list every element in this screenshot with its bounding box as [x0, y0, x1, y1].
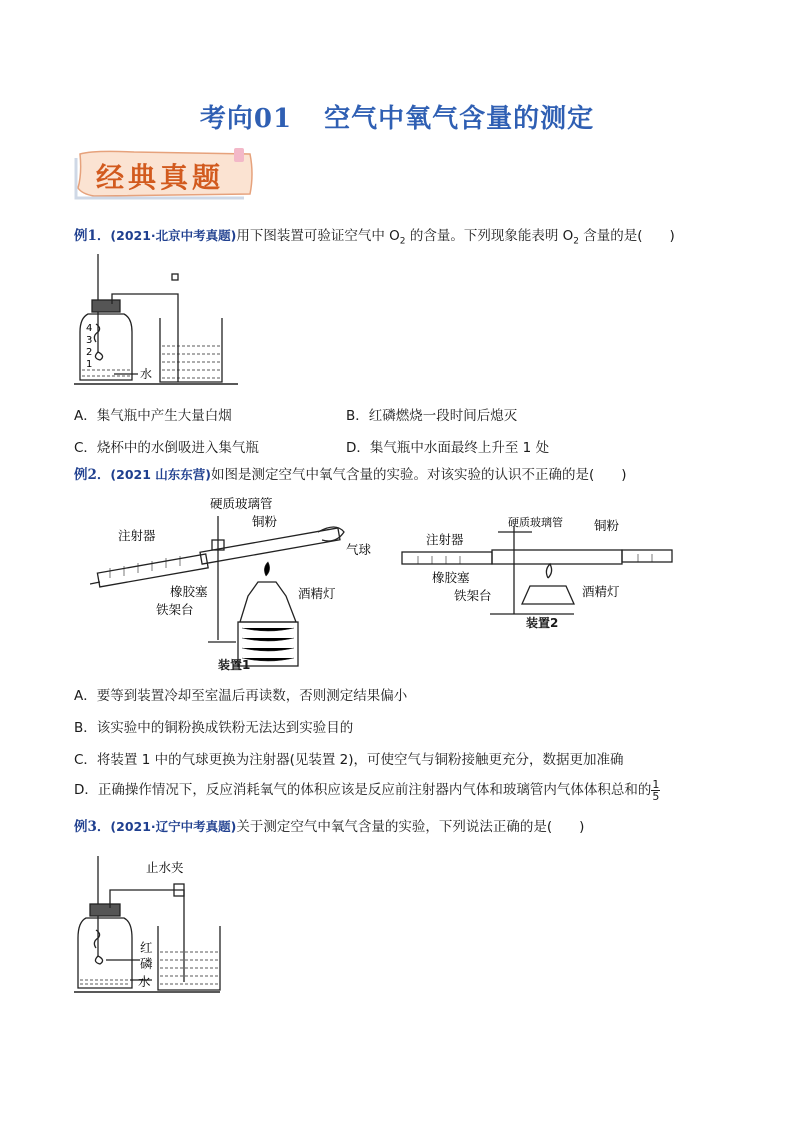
label-stand: 铁架台 — [156, 602, 194, 617]
label-copper-2: 铜粉 — [594, 518, 620, 533]
label-phosphorus: 磷 — [140, 956, 153, 971]
label-red: 红 — [140, 940, 153, 955]
question-number: 例2． — [74, 467, 111, 483]
label-clamp: 止水夹 — [146, 860, 184, 875]
label-lamp-2: 酒精灯 — [582, 584, 620, 599]
label-syringe: 注射器 — [118, 528, 156, 543]
subscript: 2 — [399, 236, 406, 247]
option-c: C．烧杯中的水倒吸进入集气瓶 — [74, 440, 259, 456]
label-tube: 硬质玻璃管 — [210, 496, 273, 511]
mark-1: 1 — [86, 359, 93, 370]
question-2 — [74, 466, 627, 484]
option-a: A．集气瓶中产生大量白烟 — [74, 408, 232, 424]
question-3 — [74, 818, 584, 836]
question-text: 用下图装置可验证空气中 O — [236, 228, 400, 244]
subscript: 2 — [573, 236, 579, 247]
question-1 — [74, 227, 675, 251]
page-title — [0, 98, 794, 135]
label-stand-2: 铁架台 — [454, 588, 492, 603]
label-copper: 铜粉 — [252, 514, 278, 529]
label-water: 水 — [140, 367, 153, 381]
title-topic-name: 空气中氧气含量的测定 — [324, 104, 595, 134]
option-b: B．红磷燃烧一段时间后熄灭 — [346, 408, 518, 424]
question-text: 的含量。下列现象能表明 O — [405, 228, 574, 244]
fraction-denominator: 5 — [652, 789, 660, 803]
question-text: 关于测定空气中氧气含量的实验，下列说法正确的是( ) — [236, 819, 585, 835]
banner-label: 经典真题 — [96, 161, 225, 194]
fraction-numerator: 1 — [652, 777, 660, 791]
title-topic-number: 考向01 — [199, 104, 293, 134]
option-d: D．集气瓶中水面最终上升至 1 处 — [346, 440, 550, 456]
label-water: 水 — [138, 974, 151, 989]
label-syringe-2: 注射器 — [426, 532, 464, 547]
option-b: B．该实验中的铜粉换成铁粉无法达到实验目的 — [74, 720, 354, 736]
mark-3: 3 — [86, 335, 93, 346]
question-text: 如图是测定空气中氧气含量的实验。对该实验的认识不正确的是( ) — [210, 467, 627, 483]
option-d-text: D．正确操作情况下，反应消耗氧气的体积应该是反应前注射器内气体和玻璃管内气体体积总和的 — [74, 782, 652, 798]
label-tube-2: 硬质玻璃管 — [508, 516, 563, 529]
label-stopper: 橡胶塞 — [170, 584, 208, 599]
figure-q2-apparatus-1 — [90, 492, 380, 672]
question-number: 例3． — [74, 819, 111, 835]
label-stopper-2: 橡胶塞 — [432, 570, 470, 585]
label-lamp: 酒精灯 — [298, 586, 336, 601]
figure-q1-apparatus — [74, 252, 254, 392]
mark-2: 2 — [86, 347, 93, 358]
question-source: (2021 山东东营) — [110, 467, 211, 482]
fraction — [651, 779, 660, 802]
label-balloon: 气球 — [346, 542, 372, 557]
option-a: A．要等到装置冷却至室温后再读数，否则测定结果偏小 — [74, 688, 408, 704]
option-d — [74, 778, 660, 802]
caption-apparatus-2: 装置2 — [526, 616, 559, 630]
option-c: C．将装置 1 中的气球更换为注射器(见装置 2)，可使空气与铜粉接触更充分，数据更加准确 — [74, 752, 624, 768]
question-source: (2021·北京中考真题) — [110, 228, 237, 243]
figure-q3-apparatus — [70, 852, 250, 998]
question-source: (2021·辽宁中考真题) — [110, 819, 237, 834]
question-number: 例1． — [74, 228, 111, 244]
mark-4: 4 — [86, 323, 93, 334]
caption-apparatus-1: 装置1 — [218, 658, 251, 672]
question-text: 含量的是( ) — [578, 228, 675, 244]
